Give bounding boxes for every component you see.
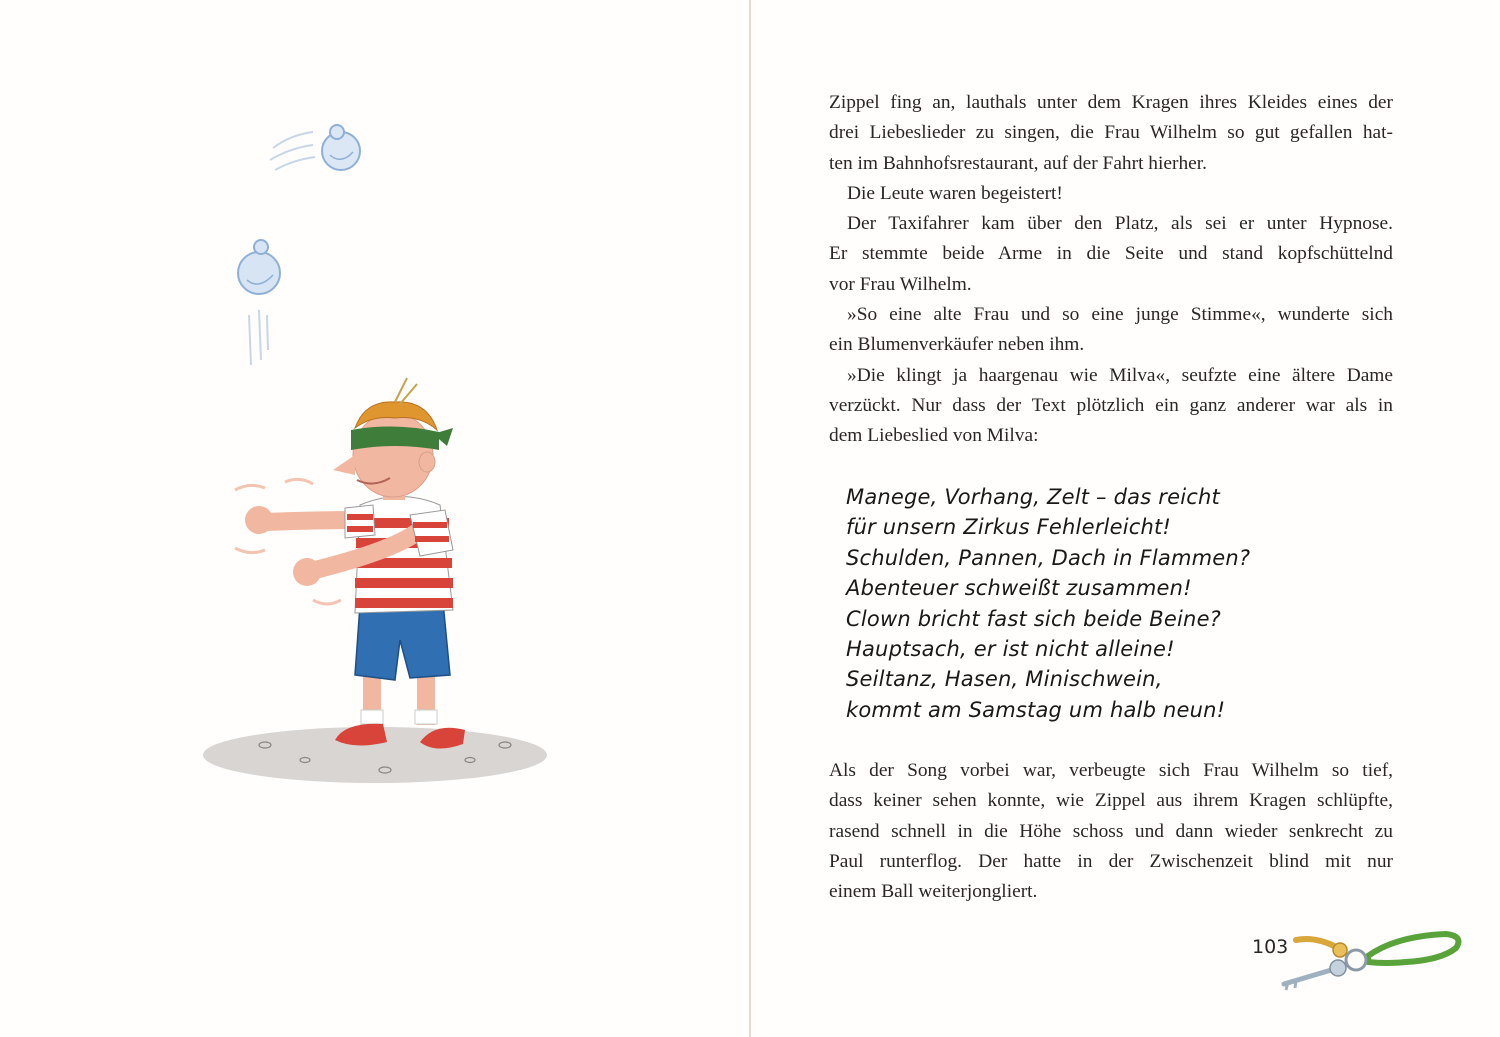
text-line: dass keiner sehen konnte, wie Zippel aus ihrem Kragen schlüpfte, — [829, 790, 1393, 812]
text-line: »Die klingt ja haargenau wie Milva«, seufzte eine ältere Dame — [847, 364, 1393, 386]
text-line: ein Blumenverkäufer neben ihm. — [829, 334, 1085, 356]
text-line: rasend schnell in die Höhe schoss und dann wieder senkrecht zu — [829, 820, 1393, 842]
paragraph-1 — [829, 88, 1393, 452]
keys-icon — [1276, 926, 1466, 996]
text-line: drei Liebeslieder zu singen, die Frau Wilhelm so gut gefallen hat- — [829, 122, 1393, 144]
text-line: »So eine alte Frau und so eine junge Stimme«, wunderte sich — [847, 304, 1393, 326]
text-line: Der Taxifahrer kam über den Platz, als sei er unter Hypnose. — [847, 213, 1393, 235]
text-line: einem Ball weiterjongliert. — [829, 881, 1038, 903]
song-line: kommt am Samstag um halb neun! — [846, 697, 1226, 722]
flying-ball-middle — [238, 240, 280, 365]
flying-ball-top — [270, 125, 360, 170]
song-line: Hauptsach, er ist nicht alleine! — [846, 636, 1175, 661]
left-page — [0, 0, 749, 1037]
song-line: Manege, Vorhang, Zelt – das reicht — [846, 485, 1220, 509]
song-line: für unsern Zirkus Fehlerleicht! — [846, 515, 1172, 540]
text-line: vor Frau Wilhelm. — [829, 273, 972, 295]
song-lyrics — [846, 482, 1366, 725]
text-line: Als der Song vorbei war, verbeugte sich Frau Wilhelm so tief, — [829, 760, 1393, 781]
song-line: Seiltanz, Hasen, Minischwein, — [846, 667, 1163, 692]
song-line: Clown bricht fast sich beide Beine? — [846, 606, 1222, 631]
paragraph-2 — [829, 756, 1393, 907]
boy-figure — [235, 378, 465, 749]
text-line: verzückt. Nur dass der Text plötzlich ein ganz anderer war als in — [829, 394, 1393, 416]
text-line: Zippel fing an, lauthals unter dem Kragen ihres Kleides eines der — [829, 92, 1393, 113]
song-line: Schulden, Pannen, Dach in Flammen? — [846, 545, 1251, 570]
juggling-boy-illustration — [195, 110, 565, 800]
text-line: dem Liebeslied von Milva: — [829, 425, 1039, 447]
text-line: Paul runterflog. Der hatte in der Zwischenzeit blind mit nur — [829, 850, 1393, 872]
text-line: Die Leute waren begeistert! — [847, 182, 1063, 204]
text-line: Er stemmte beide Arme in die Seite und stand kopfschüttelnd — [829, 243, 1393, 265]
text-line: ten im Bahnhofsrestaurant, auf der Fahrt hierher. — [829, 152, 1207, 174]
page-number: 103 — [1252, 936, 1289, 958]
song-line: Abenteuer schweißt zusammen! — [846, 576, 1192, 601]
